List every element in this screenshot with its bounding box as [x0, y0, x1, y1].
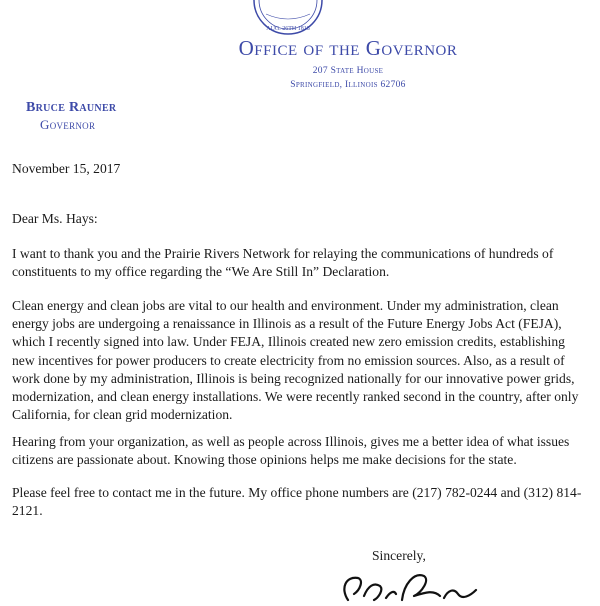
office-address-line2: Springfield, Illinois 62706: [290, 80, 406, 90]
governor-title: Governor: [40, 117, 96, 132]
office-title: Office of the Governor: [238, 36, 458, 60]
governor-name: Bruce Rauner: [26, 100, 117, 115]
state-seal: [252, 0, 324, 36]
office-address-line1: 207 State House: [312, 66, 384, 76]
handwritten-signature: [330, 566, 500, 606]
closing: Sincerely,: [372, 548, 426, 563]
body-paragraph-1: I want to thank you and the Prairie Rivers Network for relaying the communications of hundreds of constituents to my office regarding the “We Are Still In” Declaration.: [12, 246, 554, 280]
body-paragraph-3: Hearing from your organization, as well as people across Illinois, gives me a better idea of what issues citizens are passionate about. Knowing those opinions helps me make decisions for the state.: [12, 434, 570, 468]
body-paragraph-2: Clean energy and clean jobs are vital to our health and environment. Under my administration, clean energy jobs are undergoing a renaissance in Illinois as a result of the Future Energy Jobs Act (FEJA), which I recently signed into law. Under FEJA, Illinois created new zero emission credits, establishing new incentives for power producers to create electricity from no emission sources. Also, as a result of work done by my administration, Illinois is being recognized nationally for our innovative power grids, modernization, and clean energy installations. We were recently ranked second in the country, after only California, for clean grid modernization.: [12, 298, 579, 423]
salutation: Dear Ms. Hays:: [12, 211, 98, 226]
body-paragraph-4: Please feel free to contact me in the future. My office phone numbers are (217) 782-0244 and (312) 814-2121.: [12, 485, 582, 519]
letter-date: November 15, 2017: [12, 161, 121, 176]
svg-text:AUG. 26TH 1818: AUG. 26TH 1818: [266, 26, 310, 32]
